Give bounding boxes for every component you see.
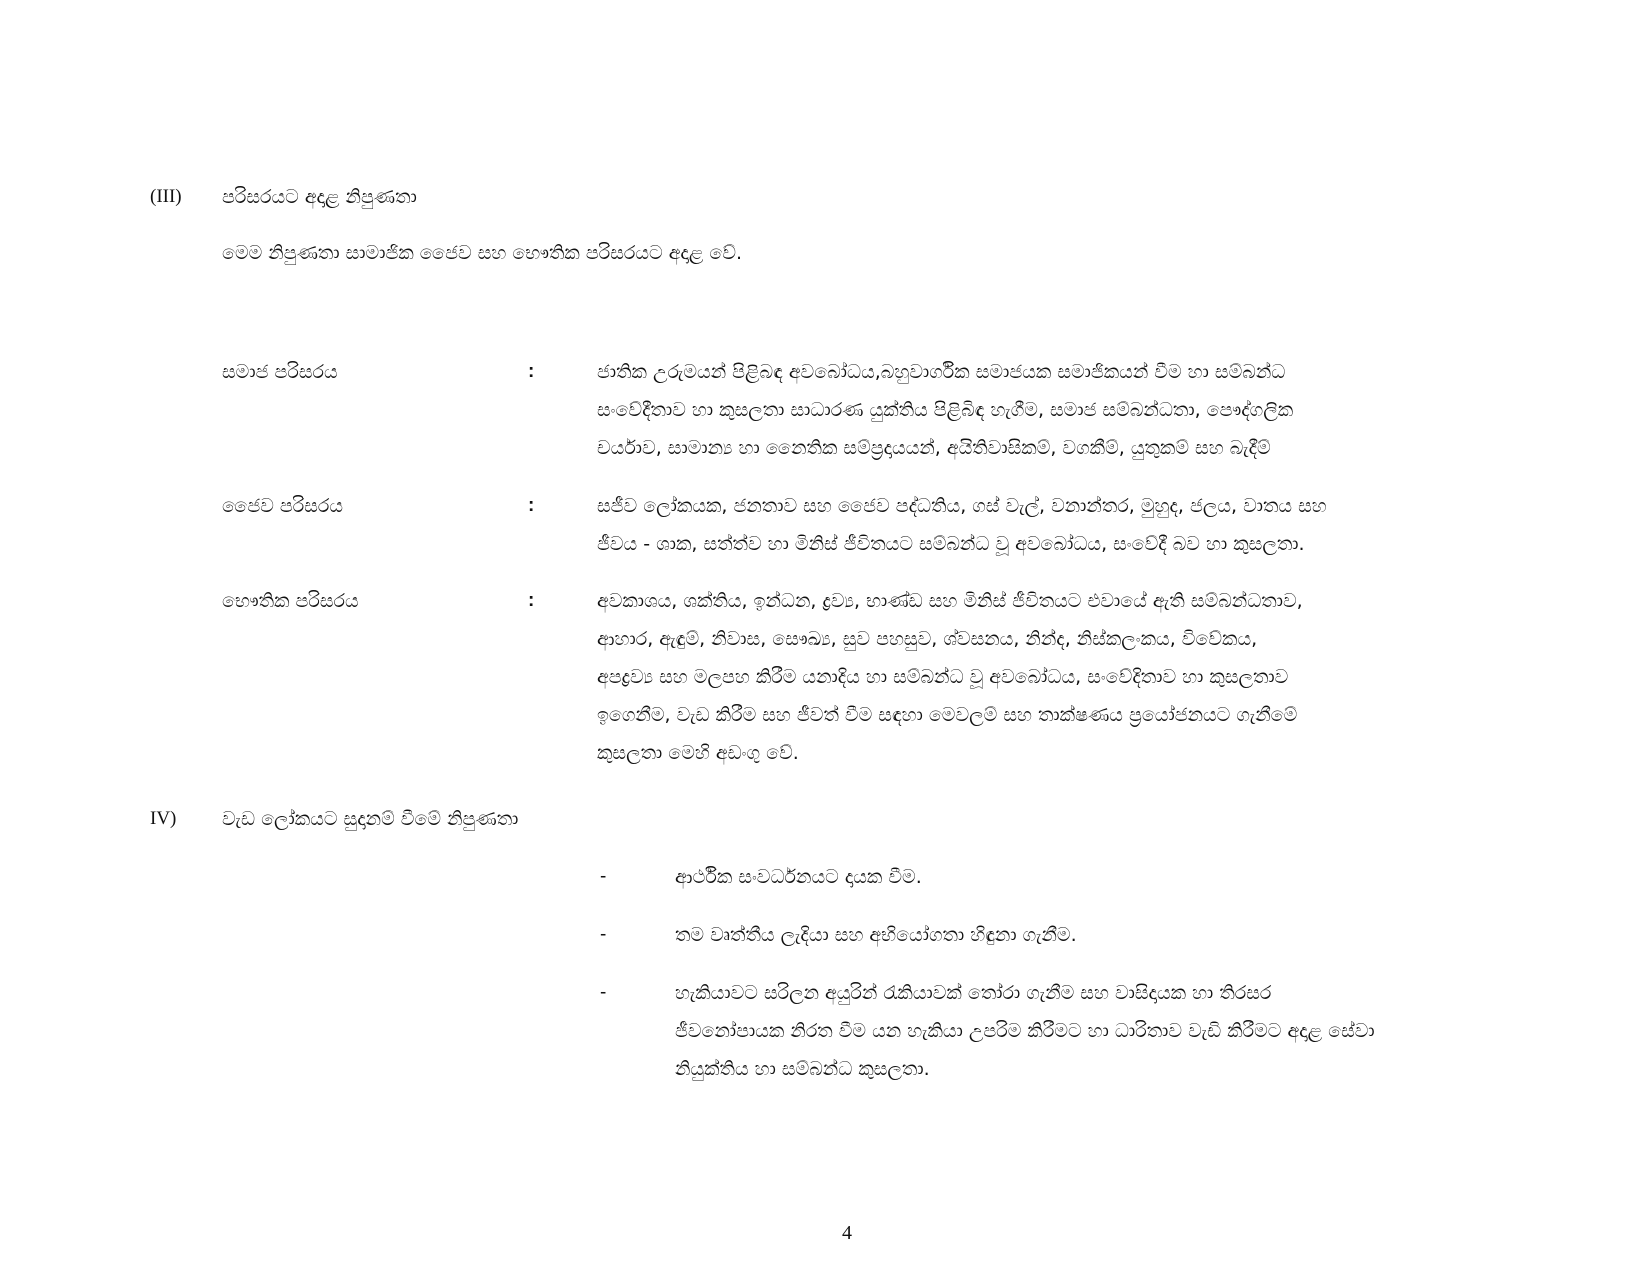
section-3-intro: මෙම නිපුණතා සාමාජික ජෛව සහ භෞතික පරිසරයට අදාළ වේ. — [222, 242, 743, 264]
item-label-physical: භෞතික පරිසරය — [222, 590, 359, 612]
text-line: නියුක්තිය හා සම්බන්ධ කුසලතා. — [675, 1058, 930, 1080]
item-text-bio — [597, 487, 1327, 563]
item-colon-bio: : — [528, 495, 535, 516]
text-line: අපද්‍රව්‍ය සහ මලපහ කිරීම යනාදිය හා සම්බන්ධ වූ අවබෝධය, සංවේදිතාව හා කුසලතාව — [597, 666, 1289, 688]
text-line: තම වෘත්තීය ලැදියා සහ අභියෝගතා හිඳුනා ගැනීම. — [675, 924, 1077, 946]
item-label-bio: ජෛව පරිසරය — [222, 495, 344, 517]
text-line: ආර්ථික සංවර්ධනයට දායක වීම. — [675, 866, 922, 888]
bullet-dash: - — [600, 866, 607, 887]
text-line: සජීව ලෝකයක, ජනතාව සහ ජෛව පද්ධතිය, ගස් වැල්, වනාන්තර, මුහුද, ජලය, වාතය සහ — [597, 495, 1327, 517]
text-line: හැකියාවට සරිලන අයුරින් රැකියාවක් තෝරා ගැනීම සහ වාසිදායක හා තිරසර — [675, 982, 1272, 1004]
text-line: චර්යාව, සාමාන්‍ය හා නෛතික සම්ප්‍රදායයන්, අයිතිවාසිකම්, වගකීම්, යුතුකම් සහ බැදීම් — [597, 437, 1271, 459]
bullet-dash: - — [600, 924, 607, 945]
section-3-number: (III) — [150, 186, 182, 207]
text-line: ආහාර, ඇඳුම්, නිවාස, සෞඛ්‍ය, සුව පහසුව, ශ්වසනය, නින්ද, නිස්කලංකය, විවේකය, — [597, 628, 1258, 650]
page-number: 4 — [842, 1222, 852, 1244]
item-colon-physical: : — [528, 590, 535, 611]
item-text-social — [597, 353, 1293, 467]
text-line: ජීවය - ශාක, සත්ත්ව හා මිනිස් ජීවිතයට සම්බන්ධ වූ අවබෝධය, සංවේදී බව හා කුසලතා. — [597, 533, 1305, 555]
bullet-dash: - — [600, 982, 607, 1003]
text-line: අවකාශය, ශක්තිය, ඉන්ධන, ද්‍රව්‍ය, භාණ්ඩ සහ මිනිස් ජීවිතයට එවායේ ඇති සම්බන්ධතාව, — [597, 590, 1303, 612]
item-colon-social: : — [528, 361, 535, 382]
section-4-number: IV) — [150, 808, 177, 829]
section-4-heading: වැඩ ලෝකයට සුදානම් වීමේ නිපුණතා — [222, 808, 519, 830]
bullet-item-3 — [675, 974, 1375, 1088]
text-line: ඉගෙනීම, වැඩ කිරීම සහ ජීවත් වීම සඳහා මෙවලම් සහ තාක්ෂණය ප්‍රයෝජනයට ගැනීමේ — [597, 704, 1298, 726]
item-text-physical — [597, 582, 1303, 772]
bullet-item-1 — [675, 858, 922, 896]
text-line: ජාතික උරුමයන් පිළිබඳ අවබෝධය,බහුවාර්ගික සමාජයක සමාජිකයන් වීම හා සම්බන්ධ — [597, 361, 1286, 383]
text-line: කුසලතා මෙහි අඩංගු වේ. — [597, 742, 799, 764]
item-label-social: සමාජ පරිසරය — [222, 361, 338, 383]
text-line: ජීවනෝපායක නිරත වීම යන හැකියා උපරිම කිරීමට හා ධාරිතාව වැඩි කිරීමට අදාළ සේවා — [675, 1020, 1375, 1042]
bullet-item-2 — [675, 916, 1077, 954]
section-3-heading: පරිසරයට අදාළ නිපුණතා — [222, 186, 417, 208]
text-line: සංවේදීතාව හා කුසලතා සාධාරණ යුක්තිය පිළිබිඳ හැගීම, සමාජ සම්බන්ධතා, පෞද්ගලික — [597, 399, 1294, 421]
